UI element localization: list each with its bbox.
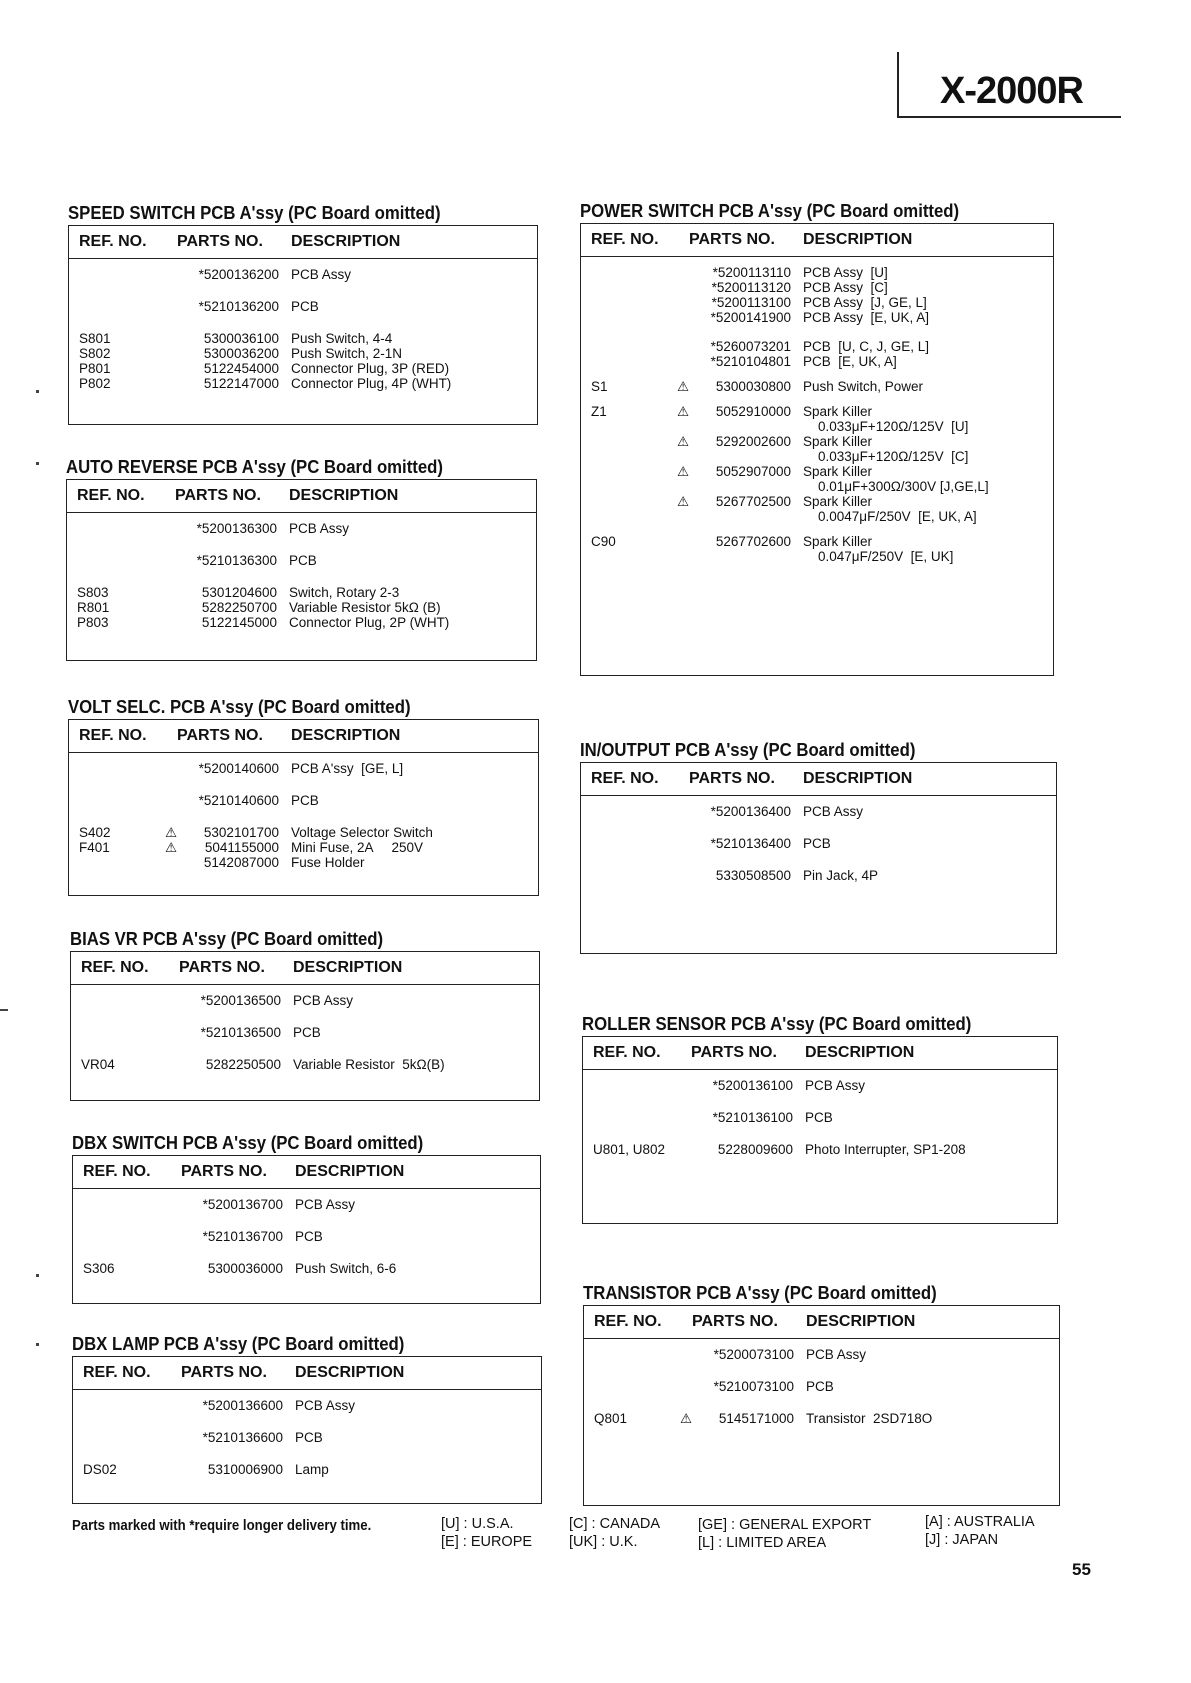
table-body — [67, 513, 536, 630]
row-group — [69, 299, 537, 314]
legend-canada: [C] : CANADA — [569, 1516, 661, 1532]
parts-no: 5300030800 — [715, 379, 791, 394]
description: PCB — [291, 299, 319, 314]
table-header — [71, 952, 539, 985]
table-row — [69, 299, 537, 314]
table-body — [581, 257, 1053, 564]
header-desc: DESCRIPTION — [295, 1364, 405, 1381]
table-row — [73, 1197, 540, 1212]
header-desc: DESCRIPTION — [291, 233, 401, 250]
row-group — [581, 404, 1053, 524]
table-row — [73, 1229, 540, 1244]
ref-no: S803 — [77, 585, 109, 600]
description: Lamp — [295, 1462, 329, 1477]
legend-usa: [U] : U.S.A. — [441, 1516, 514, 1532]
header-ref: REF. NO. — [591, 770, 659, 787]
table-row — [581, 449, 1053, 464]
scan-speck — [36, 390, 39, 393]
parts-no: *5200136100 — [712, 1078, 793, 1093]
header-ref: REF. NO. — [79, 727, 147, 744]
header-ref: REF. NO. — [591, 231, 659, 248]
safety-warning-icon: ⚠ — [164, 825, 178, 840]
table-row — [583, 1110, 1057, 1125]
header-parts: PARTS NO. — [689, 231, 775, 248]
table-row — [581, 379, 1053, 394]
dbx-lamp-section — [72, 1332, 542, 1504]
page-number: 55 — [1072, 1560, 1091, 1579]
row-group — [73, 1430, 541, 1445]
table-body — [584, 1339, 1059, 1426]
row-group — [583, 1142, 1057, 1157]
parts-no: *5200140600 — [198, 761, 279, 776]
scan-speck — [36, 1343, 39, 1346]
section-title: IN/OUTPUT PCB A'ssy (PC Board omitted) — [580, 740, 916, 760]
row-group — [71, 1057, 539, 1072]
description: Mini Fuse, 2A 250V — [291, 840, 424, 855]
roller-sensor-section — [582, 1012, 1058, 1224]
parts-no: *5210136300 — [196, 553, 277, 568]
section-title: DBX SWITCH PCB A'ssy (PC Board omitted) — [72, 1133, 424, 1153]
description: Spark Killer — [803, 464, 873, 479]
ref-no: F401 — [79, 840, 110, 855]
row-group — [584, 1347, 1059, 1362]
description: PCB Assy — [806, 1347, 867, 1362]
parts-no: 5282250700 — [201, 600, 277, 615]
description: Connector Plug, 3P (RED) — [291, 361, 450, 376]
table-row — [581, 464, 1053, 479]
table-header — [73, 1156, 540, 1189]
parts-no: 5052907000 — [715, 464, 791, 479]
description: PCB Assy [J, GE, L] — [803, 295, 927, 310]
section-title: POWER SWITCH PCB A'ssy (PC Board omitted) — [580, 201, 960, 221]
parts-no: 5052910000 — [715, 404, 791, 419]
parts-no: *5200136200 — [198, 267, 279, 282]
parts-no: 5228009600 — [717, 1142, 793, 1157]
ref-no: Z1 — [591, 404, 607, 419]
description: PCB — [289, 553, 317, 568]
header-desc: DESCRIPTION — [803, 770, 913, 787]
ref-no: C90 — [591, 534, 616, 549]
table-row — [583, 1142, 1057, 1157]
description: PCB Assy — [291, 267, 352, 282]
header-parts: PARTS NO. — [181, 1163, 267, 1180]
table-row — [581, 419, 1053, 434]
table-row — [581, 868, 1056, 883]
legend-limited-area: [L] : LIMITED AREA — [698, 1535, 827, 1551]
parts-no: 5122147000 — [203, 376, 279, 391]
header-parts: PARTS NO. — [689, 770, 775, 787]
header-desc: DESCRIPTION — [289, 487, 399, 504]
table-row — [584, 1411, 1059, 1426]
row-group — [67, 553, 536, 568]
parts-no: 5267702500 — [715, 494, 791, 509]
description: PCB Assy — [289, 521, 350, 536]
parts-no: *5200113120 — [711, 280, 791, 295]
description: PCB [E, UK, A] — [803, 354, 897, 369]
header-ref: REF. NO. — [83, 1364, 151, 1381]
header-desc: DESCRIPTION — [805, 1044, 915, 1061]
row-group — [67, 521, 536, 536]
header-ref: REF. NO. — [79, 233, 147, 250]
ref-no: P801 — [79, 361, 111, 376]
parts-no: 5267702600 — [715, 534, 791, 549]
table-body — [71, 985, 539, 1072]
legend-europe: [E] : EUROPE — [441, 1534, 533, 1550]
table-row — [581, 295, 1053, 310]
description: PCB — [295, 1430, 323, 1445]
table-header — [69, 226, 537, 259]
row-group — [73, 1462, 541, 1477]
table-row — [73, 1398, 541, 1413]
header-ref: REF. NO. — [77, 487, 145, 504]
ref-no: Q801 — [594, 1411, 628, 1426]
parts-no: 5300036000 — [207, 1261, 283, 1276]
row-group — [584, 1411, 1059, 1426]
description: Pin Jack, 4P — [803, 868, 879, 883]
section-title: TRANSISTOR PCB A'ssy (PC Board omitted) — [583, 1283, 937, 1303]
table-header — [73, 1357, 541, 1390]
description: Push Switch, 2-1N — [291, 346, 403, 361]
description: PCB — [293, 1025, 321, 1040]
table-body — [73, 1189, 540, 1276]
parts-no: 5282250500 — [205, 1057, 281, 1072]
table-header — [584, 1306, 1059, 1339]
description: PCB Assy [U] — [803, 265, 888, 280]
legend-us-eu — [441, 1515, 532, 1551]
row-group — [584, 1379, 1059, 1394]
description: PCB Assy — [803, 804, 864, 819]
row-group — [581, 836, 1056, 851]
header-parts: PARTS NO. — [691, 1044, 777, 1061]
table-body — [73, 1390, 541, 1477]
table-body — [69, 753, 538, 870]
table-row — [71, 1057, 539, 1072]
row-group — [73, 1197, 540, 1212]
description: PCB A'ssy [GE, L] — [291, 761, 404, 776]
legend-ge-l — [698, 1516, 871, 1552]
parts-no: 5292002600 — [715, 434, 791, 449]
row-group — [581, 868, 1056, 883]
table-row — [73, 1261, 540, 1276]
description: Spark Killer — [803, 534, 873, 549]
table-row — [69, 267, 537, 282]
table-row — [69, 855, 538, 870]
description: Variable Resistor 5kΩ (B) — [289, 600, 441, 615]
table-row — [581, 310, 1053, 325]
parts-no: *5210104801 — [710, 354, 791, 369]
description: Connector Plug, 2P (WHT) — [289, 615, 450, 630]
header-parts: PARTS NO. — [177, 727, 263, 744]
dbx-switch-section — [72, 1131, 541, 1304]
parts-no: 5142087000 — [203, 855, 279, 870]
description: PCB [U, C, J, GE, L] — [803, 339, 930, 354]
description: PCB Assy — [295, 1398, 356, 1413]
table-body — [69, 259, 537, 391]
table-row — [584, 1379, 1059, 1394]
parts-no: *5200136700 — [202, 1197, 283, 1212]
section-title: SPEED SWITCH PCB A'ssy (PC Board omitted) — [68, 203, 441, 223]
model-title: X-2000R — [940, 70, 1083, 112]
table-row — [71, 1025, 539, 1040]
parts-no: *5200136400 — [710, 804, 791, 819]
speed-switch-section — [68, 201, 538, 425]
description: 0.047μF/250V [E, UK] — [803, 549, 954, 564]
description: PCB Assy [C] — [803, 280, 888, 295]
parts-no: *5210073100 — [713, 1379, 794, 1394]
parts-no: *5210136500 — [200, 1025, 281, 1040]
parts-no: 5122454000 — [203, 361, 279, 376]
table-row — [581, 354, 1053, 369]
legend-general-export: [GE] : GENERAL EXPORT — [698, 1517, 872, 1533]
in-output-section — [580, 738, 1057, 954]
description: Push Switch, Power — [803, 379, 924, 394]
parts-no: *5200136500 — [200, 993, 281, 1008]
header-parts: PARTS NO. — [177, 233, 263, 250]
description: Connector Plug, 4P (WHT) — [291, 376, 452, 391]
parts-no: 5122145000 — [201, 615, 277, 630]
table-row — [67, 615, 536, 630]
legend-japan: [J] : JAPAN — [925, 1532, 999, 1548]
header-ref: REF. NO. — [81, 959, 149, 976]
table-row — [67, 600, 536, 615]
table-header — [581, 763, 1056, 796]
table-row — [581, 804, 1056, 819]
ref-no: P803 — [77, 615, 109, 630]
parts-no: 5145171000 — [718, 1411, 794, 1426]
row-group — [581, 265, 1053, 325]
table-header — [67, 480, 536, 513]
row-group — [69, 267, 537, 282]
header-desc: DESCRIPTION — [293, 959, 403, 976]
row-group — [67, 585, 536, 630]
table-header — [69, 720, 538, 753]
header-ref: REF. NO. — [594, 1313, 662, 1330]
table-row — [581, 836, 1056, 851]
row-group — [71, 1025, 539, 1040]
power-switch-section — [580, 199, 1054, 676]
scan-speck — [0, 1009, 8, 1011]
legend-uk: [UK] : U.K. — [569, 1534, 638, 1550]
parts-no: *5200136600 — [202, 1398, 283, 1413]
row-group — [71, 993, 539, 1008]
row-group — [73, 1261, 540, 1276]
parts-no: *5210136400 — [710, 836, 791, 851]
parts-no: *5200136300 — [196, 521, 277, 536]
header-desc: DESCRIPTION — [806, 1313, 916, 1330]
description: PCB — [803, 836, 831, 851]
table-row — [69, 331, 537, 346]
description: 0.033μF+120Ω/125V [U] — [803, 419, 969, 434]
description: Spark Killer — [803, 404, 873, 419]
parts-no: *5210136100 — [712, 1110, 793, 1125]
table-header — [583, 1037, 1057, 1070]
description: PCB Assy — [295, 1197, 356, 1212]
table-row — [581, 479, 1053, 494]
scan-speck — [36, 1274, 39, 1277]
safety-warning-icon: ⚠ — [676, 434, 690, 449]
table-row — [69, 825, 538, 840]
legend-a-j — [925, 1513, 1035, 1549]
header-desc: DESCRIPTION — [291, 727, 401, 744]
row-group — [581, 379, 1053, 394]
parts-no: *5200141900 — [710, 310, 791, 325]
description: PCB — [295, 1229, 323, 1244]
header-parts: PARTS NO. — [692, 1313, 778, 1330]
parts-no: *5210136600 — [202, 1430, 283, 1445]
ref-no: S402 — [79, 825, 111, 840]
safety-warning-icon: ⚠ — [676, 494, 690, 509]
description: Spark Killer — [803, 494, 873, 509]
description: PCB Assy — [805, 1078, 866, 1093]
section-title: BIAS VR PCB A'ssy (PC Board omitted) — [70, 929, 384, 949]
description: PCB Assy [E, UK, A] — [803, 310, 930, 325]
table-row — [69, 793, 538, 808]
delivery-note: Parts marked with *require longer delivery time. — [72, 1517, 372, 1534]
parts-no: *5210136700 — [202, 1229, 283, 1244]
description: PCB — [291, 793, 319, 808]
parts-no: *5200113100 — [711, 295, 791, 310]
table-row — [73, 1430, 541, 1445]
description: Push Switch, 6-6 — [295, 1261, 397, 1276]
description: Voltage Selector Switch — [291, 825, 433, 840]
ref-no: U801, U802 — [593, 1142, 666, 1157]
description: PCB Assy — [293, 993, 354, 1008]
transistor-section — [583, 1281, 1060, 1506]
parts-no: *5200073100 — [713, 1347, 794, 1362]
table-body — [583, 1070, 1057, 1157]
ref-no: S801 — [79, 331, 111, 346]
parts-no: *5260073201 — [710, 339, 791, 354]
header-desc: DESCRIPTION — [803, 231, 913, 248]
auto-reverse-section — [66, 455, 537, 661]
row-group — [69, 331, 537, 391]
safety-warning-icon: ⚠ — [676, 379, 690, 394]
parts-no: 5300036200 — [203, 346, 279, 361]
table-row — [581, 549, 1053, 564]
table-row — [67, 553, 536, 568]
parts-no: *5200113110 — [712, 265, 791, 280]
bias-vr-section — [70, 927, 540, 1101]
safety-warning-icon: ⚠ — [676, 404, 690, 419]
parts-no: *5210140600 — [198, 793, 279, 808]
row-group — [581, 339, 1053, 369]
table-row — [584, 1347, 1059, 1362]
row-group — [73, 1398, 541, 1413]
parts-no: 5330508500 — [715, 868, 791, 883]
row-group — [583, 1078, 1057, 1093]
table-row — [581, 534, 1053, 549]
parts-no: 5310006900 — [207, 1462, 283, 1477]
description: 0.01μF+300Ω/300V [J,GE,L] — [803, 479, 989, 494]
legend-australia: [A] : AUSTRALIA — [925, 1514, 1035, 1530]
table-row — [69, 840, 538, 855]
scan-speck — [36, 462, 39, 465]
description: Variable Resistor 5kΩ(B) — [293, 1057, 445, 1072]
ref-no: R801 — [77, 600, 110, 615]
table-row — [583, 1078, 1057, 1093]
section-title: DBX LAMP PCB A'ssy (PC Board omitted) — [72, 1334, 405, 1354]
row-group — [583, 1110, 1057, 1125]
table-row — [581, 509, 1053, 524]
volt-selc-section — [68, 695, 539, 896]
table-row — [73, 1462, 541, 1477]
safety-warning-icon: ⚠ — [679, 1411, 693, 1426]
safety-warning-icon: ⚠ — [676, 464, 690, 479]
table-row — [71, 993, 539, 1008]
table-row — [67, 585, 536, 600]
parts-no: *5210136200 — [198, 299, 279, 314]
table-row — [69, 761, 538, 776]
header-parts: PARTS NO. — [175, 487, 261, 504]
header-parts: PARTS NO. — [179, 959, 265, 976]
parts-no: 5041155000 — [204, 840, 279, 855]
description: Spark Killer — [803, 434, 873, 449]
ref-no: VR04 — [81, 1057, 115, 1072]
header-ref: REF. NO. — [593, 1044, 661, 1061]
table-row — [581, 494, 1053, 509]
legend-ca-uk — [569, 1515, 660, 1551]
header-desc: DESCRIPTION — [295, 1163, 405, 1180]
row-group — [69, 793, 538, 808]
table-row — [69, 361, 537, 376]
description: Photo Interrupter, SP1-208 — [805, 1142, 966, 1157]
description: Fuse Holder — [291, 855, 365, 870]
description: 0.0047μF/250V [E, UK, A] — [803, 509, 977, 524]
description: PCB — [806, 1379, 834, 1394]
table-row — [69, 346, 537, 361]
table-row — [581, 265, 1053, 280]
section-title: AUTO REVERSE PCB A'ssy (PC Board omitted) — [66, 457, 443, 477]
table-row — [581, 434, 1053, 449]
section-title: VOLT SELC. PCB A'ssy (PC Board omitted) — [68, 697, 411, 717]
description: Transistor 2SD718O — [806, 1411, 933, 1426]
row-group — [73, 1229, 540, 1244]
table-row — [581, 339, 1053, 354]
safety-warning-icon: ⚠ — [164, 840, 178, 855]
table-body — [581, 796, 1056, 883]
ref-no: S1 — [591, 379, 608, 394]
table-row — [581, 404, 1053, 419]
header-ref: REF. NO. — [83, 1163, 151, 1180]
description: PCB — [805, 1110, 833, 1125]
section-title: ROLLER SENSOR PCB A'ssy (PC Board omitted) — [582, 1014, 972, 1034]
ref-no: P802 — [79, 376, 111, 391]
table-header — [581, 224, 1053, 257]
ref-no: S802 — [79, 346, 111, 361]
description: Switch, Rotary 2-3 — [289, 585, 400, 600]
ref-no: S306 — [83, 1261, 115, 1276]
row-group — [69, 761, 538, 776]
row-group — [581, 534, 1053, 564]
header-parts: PARTS NO. — [181, 1364, 267, 1381]
parts-no: 5302101700 — [203, 825, 279, 840]
ref-no: DS02 — [83, 1462, 117, 1477]
row-group — [69, 825, 538, 870]
parts-no: 5300036100 — [203, 331, 279, 346]
description: Push Switch, 4-4 — [291, 331, 393, 346]
table-row — [581, 280, 1053, 295]
row-group — [581, 804, 1056, 819]
table-row — [67, 521, 536, 536]
parts-no: 5301204600 — [201, 585, 277, 600]
description: 0.033μF+120Ω/125V [C] — [803, 449, 969, 464]
table-row — [69, 376, 537, 391]
